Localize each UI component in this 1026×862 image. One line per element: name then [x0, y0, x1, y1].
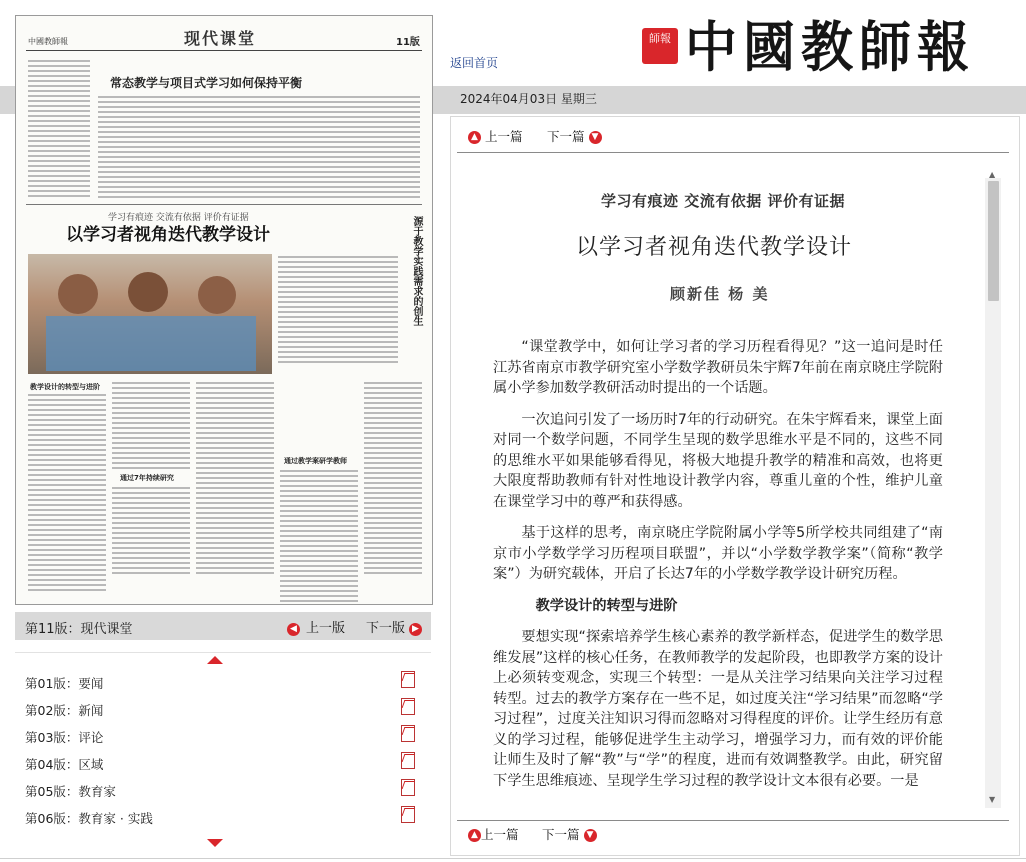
next-article-button[interactable]	[547, 127, 602, 145]
paper-photo	[28, 254, 272, 374]
article-kicker: 学习有痕迹 交流有依据 评价有证据	[601, 192, 845, 210]
section-label[interactable]: 第01版：要闻	[25, 676, 104, 691]
scrollbar-up-icon[interactable]: ▲	[989, 170, 996, 179]
article-paragraph: 基于这样的思考，南京晓庄学院附属小学等5所学校共同组建了“南京市小学数学学习历程项目联盟”，并以“小学数学教学案”（简称“教学案”）为研究载体，开启了长达7年的小学数学教学设计研究历程。	[493, 525, 943, 582]
next-page-icon[interactable]: ▶	[409, 619, 422, 638]
article-paragraph: “课堂教学中，如何让学习者的学习历程看得见？”这一追问是时任江苏省南京市教学研究室小学数学教研员朱宇辉7年前在南京晓庄学院附属小学参加数学教研活动时提出的一个话题。	[493, 339, 943, 396]
paper-rule	[26, 204, 422, 205]
paper-subheading: 通过教学案研学教师	[284, 457, 347, 465]
article-body	[493, 337, 943, 807]
section-label[interactable]: 第06版：教育家 · 实践	[25, 811, 153, 826]
paper-text-column	[278, 256, 398, 366]
article-title: 以学习者视角迭代教学设计	[576, 235, 853, 260]
next-arrow-icon: ▼	[584, 829, 597, 842]
article-subheading: 教学设计的转型与进阶	[535, 597, 678, 614]
next-article-label[interactable]: 下一篇	[547, 129, 585, 144]
paper-headline-main: 以学习者视角迭代教学设计	[66, 225, 270, 245]
pdf-icon[interactable]	[401, 725, 415, 742]
pdf-icon[interactable]	[401, 671, 415, 688]
page-navigation-bar	[15, 612, 431, 640]
prev-article-label[interactable]: 上一篇	[481, 827, 519, 842]
pdf-icon[interactable]	[401, 779, 415, 796]
paper-side-headline: 源于教学实践需求的创生	[411, 216, 422, 326]
issue-date: 2024年04月03日 星期三	[460, 92, 597, 106]
article-panel	[450, 116, 1020, 856]
site-logo[interactable]: 中國教師報	[685, 15, 976, 80]
article-paragraph: 一次追问引发了一场历时7年的行动研究。在朱宇辉看来，课堂上面对同一个数学问题，不同学生呈现的数学思维水平是不同的，这些不同的思维水平如果能够看得见，将极大地提升教学的精准和高效，也将更大限度帮助教师有针对性地设计教学内容，尊重儿童的个性，维护儿童在课堂学习中的尊严和获得感。	[493, 411, 943, 510]
paper-text-column	[28, 394, 106, 594]
paper-rule	[26, 50, 422, 51]
page-bottom-rule	[0, 858, 1026, 859]
scrollbar-down-icon[interactable]: ▼	[989, 795, 996, 804]
divider	[457, 152, 1009, 153]
paper-subheading: 通过7年持续研究	[120, 474, 174, 482]
paper-subheading: 教学设计的转型与进阶	[30, 383, 100, 391]
section-label[interactable]: 第05版：教育家	[25, 784, 116, 799]
next-page-link[interactable]: 下一版	[366, 621, 406, 636]
divider	[457, 820, 1009, 821]
section-label[interactable]: 第02版：新闻	[25, 703, 104, 718]
prev-page-icon[interactable]: ◀	[287, 619, 300, 638]
paper-headline-top: 常态教学与项目式学习如何保持平衡	[110, 76, 303, 90]
scrollbar-thumb[interactable]	[988, 181, 999, 301]
section-label[interactable]: 第03版：评论	[25, 730, 104, 745]
prev-article-label[interactable]: 上一篇	[484, 129, 523, 144]
pdf-icon[interactable]	[401, 752, 415, 769]
pdf-icon[interactable]	[401, 806, 415, 823]
prev-article-button[interactable]	[468, 127, 523, 145]
next-article-label[interactable]: 下一篇	[542, 827, 580, 842]
section-item[interactable]	[25, 671, 425, 693]
paper-text-column	[280, 456, 358, 605]
scroll-down-arrow-icon[interactable]	[207, 839, 223, 847]
current-page-label: 第11版：现代课堂	[25, 622, 133, 637]
prev-page-link[interactable]: 上一版	[306, 621, 346, 636]
paper-section-header: 现代课堂	[184, 29, 257, 48]
article-paragraph: 要想实现“探索培养学生核心素养的教学新样态，促进学生的数学思维发展”这样的核心任务，在教师教学的发起阶段，也即教学方案的设计上必须转变观念，实现三个转型：一是从关注学习结果向关注学习过程转型。过去的教学方案存在一些不足，如过度关注“学习结果”而忽略“学习过程”，过度关注知识习得而忽略对习得程度的评价。让学生经历有意义的学习过程，能够促进学生主动学习，增强学习力，而有效的评价能让师生及时了解“教”与“学”的程度，进而有效调整教学。由此，研究留下学生思维痕迹、呈现学生学习过程的教学设计文本很有必要。一是	[493, 629, 943, 789]
article-authors: 顾新佳 杨 美	[670, 285, 770, 303]
paper-text-block-top	[98, 96, 420, 201]
section-item[interactable]	[25, 752, 425, 774]
section-label[interactable]: 第04版：区域	[25, 757, 104, 772]
paper-text-column	[28, 60, 90, 200]
prev-article-button-bottom[interactable]	[468, 825, 519, 843]
paper-page-number: 11版	[396, 37, 420, 48]
paper-kicker: 学习有痕迹 交流有依据 评价有证据	[108, 213, 249, 223]
section-item[interactable]	[25, 806, 425, 828]
logo-seal: 師報	[642, 28, 678, 64]
paper-text-column	[364, 382, 422, 577]
section-item[interactable]	[25, 698, 425, 720]
next-article-button-bottom[interactable]	[542, 825, 597, 843]
home-link[interactable]: 返回首页	[450, 56, 499, 70]
section-item[interactable]	[25, 779, 425, 801]
paper-text-column	[112, 382, 190, 577]
paper-text-column	[196, 382, 274, 577]
newspaper-page-thumbnail[interactable]	[15, 15, 433, 605]
paper-masthead-mini: 中國教師報	[28, 37, 68, 46]
prev-arrow-icon: ▲	[468, 829, 481, 842]
prev-arrow-icon: ▲	[468, 131, 481, 144]
section-item[interactable]	[25, 725, 425, 747]
scroll-up-arrow-icon[interactable]	[207, 656, 223, 664]
next-arrow-icon: ▼	[589, 131, 602, 144]
pdf-icon[interactable]	[401, 698, 415, 715]
section-list	[15, 652, 431, 851]
